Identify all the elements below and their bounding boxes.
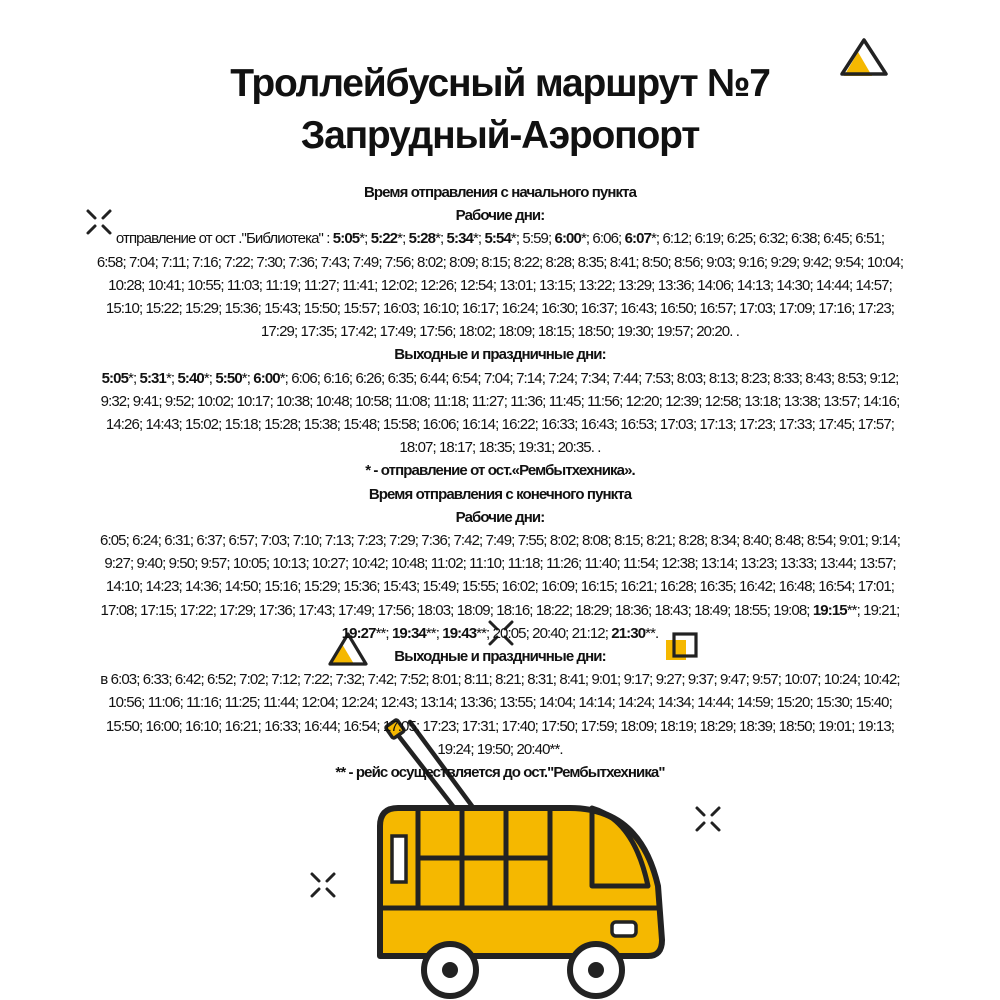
cross-sparkle-icon [308, 870, 338, 900]
time-text: **; [425, 624, 443, 642]
title-route-number: Троллейбусный маршрут №7 [230, 62, 770, 105]
start-section-heading: Время отправления с начального пункта [363, 184, 637, 201]
time-line [6, 599, 994, 622]
time-highlight: 5:34 [446, 230, 473, 248]
time-text: 15:10; 15:22; 15:29; 15:36; 15:43; 15:50; 15:57; 16:03; 16:10; 16:17; 16:24; 16:30; 16:37; 16:43; 16:50; 16:57; 17:03; 17:09; 17:16; 17:23; [105, 300, 895, 318]
time-line [6, 668, 994, 691]
start-weekends-times [6, 367, 994, 460]
time-text: **. [645, 624, 659, 642]
time-line [6, 529, 994, 552]
time-text: 10:28; 10:41; 10:55; 11:03; 11:19; 11:27; 11:41; 12:02; 12:26; 12:54; 13:01; 13:15; 13:22; 13:29; 13:36; 14:06; 14:13; 14:30; 14:44; 14:57; [108, 276, 892, 294]
start-footnote: * - отправление от ост.«Рембытхехника». [365, 462, 635, 480]
time-text: 6:58; 7:04; 7:11; 7:16; 7:22; 7:30; 7:36; 7:43; 7:49; 7:56; 8:02; 8:09; 8:15; 8:22; 8:28; 8:35; 8:41; 8:50; 8:56; 9:03; 9:16; 9:29; 9:42; 9:54; 10:04; [96, 253, 904, 271]
time-text: *; 5:59; [510, 230, 555, 248]
title-route-name: Запрудный-Аэропорт [300, 114, 700, 157]
time-text: отправление от ост ."Библиотека" : [115, 230, 333, 248]
time-line [6, 715, 994, 738]
time-text: *; [397, 230, 409, 248]
end-weekdays-times [6, 529, 994, 645]
time-highlight: 19:27 [341, 624, 376, 642]
time-text: *; [472, 230, 485, 248]
time-text: *; [241, 369, 254, 387]
time-line [6, 227, 994, 250]
time-text: *; [359, 230, 371, 248]
start-weekdays-heading: Рабочие дни: [455, 207, 545, 225]
start-weekdays-times [6, 227, 994, 343]
time-highlight: 5:28 [408, 230, 436, 248]
time-text: **; 19:21; [846, 601, 900, 619]
time-line [6, 251, 994, 274]
time-text: *; [128, 369, 140, 387]
time-line [6, 691, 994, 714]
time-line [6, 738, 994, 761]
time-text: 15:50; 16:00; 16:10; 16:21; 16:33; 16:44; 16:54; 17:05; 17:23; 17:31; 17:40; 17:50; 17:59; 18:09; 18:19; 18:29; 18:39; 18:50; 19:01; 19:13; [105, 717, 895, 735]
time-text: 14:10; 14:23; 14:36; 14:50; 15:16; 15:29; 15:36; 15:43; 15:49; 15:55; 16:02; 16:09; 16:15; 16:21; 16:28; 16:35; 16:42; 16:48; 16:54; 17:01; [105, 578, 895, 596]
time-text: *; 6:06; 6:16; 6:26; 6:35; 6:44; 6:54; 7:04; 7:14; 7:24; 7:34; 7:44; 7:53; 8:03; 8:13; 8:23; 8:33; 8:43; 8:53; 9:12; [279, 369, 899, 387]
time-line [6, 436, 994, 459]
time-highlight: 5:05 [101, 369, 129, 387]
time-text: 17:08; 17:15; 17:22; 17:29; 17:36; 17:43; 17:49; 17:56; 18:03; 18:09; 18:16; 18:22; 18:29; 18:36; 18:43; 18:49; 18:55; 19:08; [100, 601, 813, 619]
time-text: *; [165, 369, 178, 387]
time-line [6, 413, 994, 436]
end-weekends-heading: Выходные и праздничные дни: [394, 648, 606, 666]
end-weekends-times [6, 668, 994, 761]
time-line [6, 622, 994, 645]
time-highlight: 5:40 [177, 369, 204, 387]
time-line [6, 297, 994, 320]
time-highlight: 5:54 [484, 230, 511, 248]
time-highlight: 6:07 [624, 230, 651, 248]
time-highlight: 5:31 [139, 369, 166, 387]
cross-sparkle-icon [693, 804, 723, 834]
start-weekends-heading: Выходные и праздничные дни: [394, 346, 606, 364]
time-text: 17:29; 17:35; 17:42; 17:49; 17:56; 18:02; 18:09; 18:15; 18:50; 19:30; 19:57; 20:20. . [260, 323, 740, 341]
time-text: 9:27; 9:40; 9:50; 9:57; 10:05; 10:13; 10:27; 10:42; 10:48; 11:02; 11:10; 11:18; 11:26; 11:40; 11:54; 12:38; 13:14; 13:23; 13:33; 13:44; 13:57; [104, 555, 896, 573]
time-text: 6:05; 6:24; 6:31; 6:37; 6:57; 7:03; 7:10; 7:13; 7:23; 7:29; 7:36; 7:42; 7:49; 7:55; 8:02; 8:08; 8:15; 8:21; 8:28; 8:34; 8:40; 8:48; 8:54; 9:01; 9:14; [100, 532, 900, 550]
time-line [6, 390, 994, 413]
time-text: *; 6:12; 6:19; 6:25; 6:32; 6:38; 6:45; 6:51; [651, 230, 885, 248]
time-highlight: 21:30 [611, 624, 646, 642]
time-text: *; [435, 230, 447, 248]
time-highlight: 19:15 [812, 601, 847, 619]
time-line [6, 575, 994, 598]
time-highlight: 5:22 [370, 230, 398, 248]
time-text: 10:56; 11:06; 11:16; 11:25; 11:44; 12:04; 12:24; 12:43; 13:14; 13:36; 13:55; 14:04; 14:14; 14:24; 14:34; 14:44; 14:59; 15:20; 15:30; 15:40; [108, 694, 892, 712]
time-text: *; [203, 369, 216, 387]
time-line [6, 274, 994, 297]
time-text: 9:32; 9:41; 9:52; 10:02; 10:17; 10:38; 10:48; 10:58; 11:08; 11:18; 11:27; 11:36; 11:45; 11:56; 12:20; 12:39; 12:58; 13:18; 13:38; 13:57; 14:16; [100, 392, 900, 410]
time-line [6, 320, 994, 343]
time-text: **; [375, 624, 392, 642]
time-highlight: 5:05 [332, 230, 360, 248]
end-section-heading: Время отправления с конечного пункта [368, 485, 632, 503]
time-text: 18:07; 18:17; 18:35; 19:31; 20:35. . [399, 439, 601, 457]
time-text: *; 6:06; [580, 230, 625, 248]
time-highlight: 6:00 [253, 369, 280, 387]
time-text: **; 20:05; 20:40; 21:12; [476, 624, 612, 642]
time-line [6, 552, 994, 575]
time-highlight: 19:43 [442, 624, 477, 642]
end-weekdays-heading: Рабочие дни: [455, 508, 545, 526]
time-text: в 6:03; 6:33; 6:42; 6:52; 7:02; 7:12; 7:22; 7:32; 7:42; 7:52; 8:01; 8:11; 8:21; 8:31; 8:41; 9:01; 9:17; 9:27; 9:37; 9:47; 9:57; 10:07; 10:24; 10:42; [100, 671, 900, 689]
time-text: 19:24; 19:50; 20:40**. [437, 740, 563, 758]
page-title [0, 58, 1000, 162]
time-text: 14:26; 14:43; 15:02; 15:18; 15:28; 15:38; 15:48; 15:58; 16:06; 16:14; 16:22; 16:33; 16:43; 16:53; 17:03; 17:13; 17:23; 17:33; 17:45; 17:57; [105, 416, 895, 434]
time-highlight: 5:50 [215, 369, 242, 387]
time-line [6, 367, 994, 390]
time-highlight: 19:34 [391, 624, 426, 642]
time-highlight: 6:00 [554, 230, 581, 248]
end-footnote: ** - рейс осуществляется до ост."Рембытхехника" [335, 764, 665, 782]
schedule-body [6, 181, 994, 784]
